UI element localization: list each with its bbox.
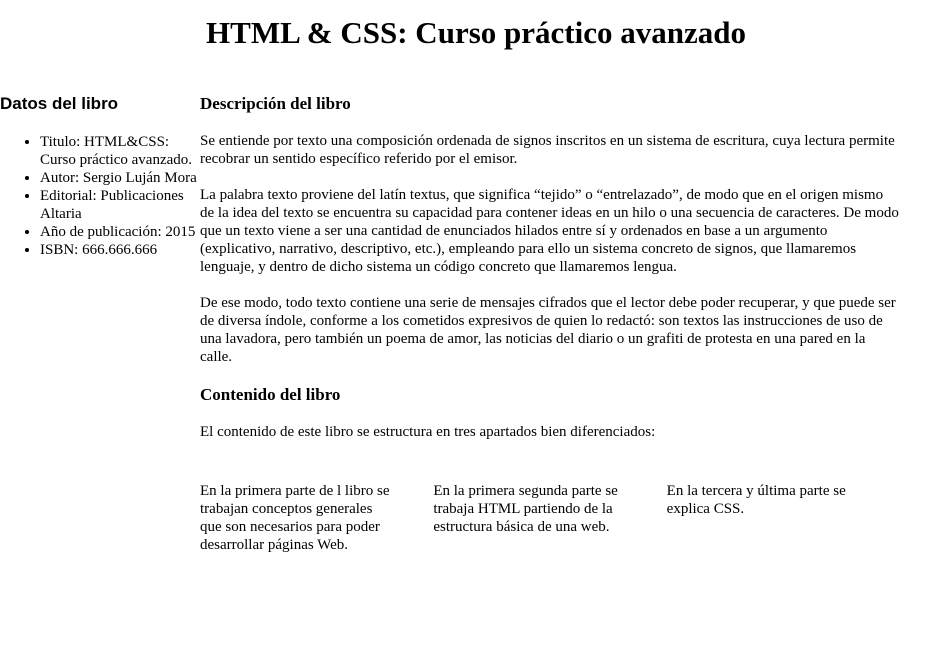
- content-column-part-1: En la primera parte de l libro se trabajan conceptos generales que son necesarios para poder desarrollar páginas Web.: [200, 483, 390, 553]
- description-paragraph: De ese modo, todo texto contiene una serie de mensajes cifrados que el lector debe poder recuperar, y que puede ser de diversa índole, conforme a los cometidos expresivos de quien lo redactó: son textos las instrucciones de uso de una lavadora, pero también un poema de amor, las noticias del diario o un grafiti de protesta en una pared en la calle.: [200, 295, 896, 365]
- book-detail-year: • Año de publicación: 2015: [40, 223, 200, 241]
- content-column-part-3: En la tercera y última parte se explica CSS.: [666, 483, 846, 517]
- book-detail-title: • Titulo: HTML&CSS: Curso práctico avanzado.: [40, 133, 200, 169]
- book-details-heading: Datos del libro: [0, 94, 119, 113]
- book-details-sidebar: [0, 94, 200, 259]
- content-intro: El contenido de este libro se estructura en tres apartados bien diferenciados:: [200, 424, 656, 440]
- content-columns: [200, 482, 900, 554]
- book-detail-isbn: • ISBN: 666.666.666: [40, 241, 200, 259]
- book-detail-author: • Autor: Sergio Luján Mora: [40, 169, 200, 187]
- description-paragraph: La palabra texto proviene del latín textus, que significa “tejido” o “entrelazado”, de modo que en el origen mismo de la idea del texto se encuentra su capacidad para contener ideas en un hilo o una secuencia de caracteres. De modo que un texto viene a ser una cantidad de enunciados hilados entre sí y ordenados en base a un argumento (explicativo, narrativo, descriptivo, etc.), empleando para ello un sistema concreto de signos, que llamaremos lenguaje, y dentro de dicho sistema un código concreto que llamaremos lengua.: [200, 187, 899, 275]
- description-paragraph: Se entiende por texto una composición ordenada de signos inscritos en un sistema de escritura, cuya lectura permite recobrar un sentido específico referido por el emisor.: [200, 133, 895, 167]
- content-heading: Contenido del libro: [200, 385, 341, 404]
- content-column-part-2: En la primera segunda parte se trabaja HTML partiendo de la estructura básica de una web.: [433, 483, 618, 535]
- description-heading: Descripción del libro: [200, 94, 351, 113]
- book-details-list: [0, 133, 200, 259]
- page-title: HTML & CSS: Curso práctico avanzado: [206, 15, 746, 50]
- main-content: [200, 94, 900, 554]
- book-detail-publisher: • Editorial: Publicaciones Altaria: [40, 187, 200, 223]
